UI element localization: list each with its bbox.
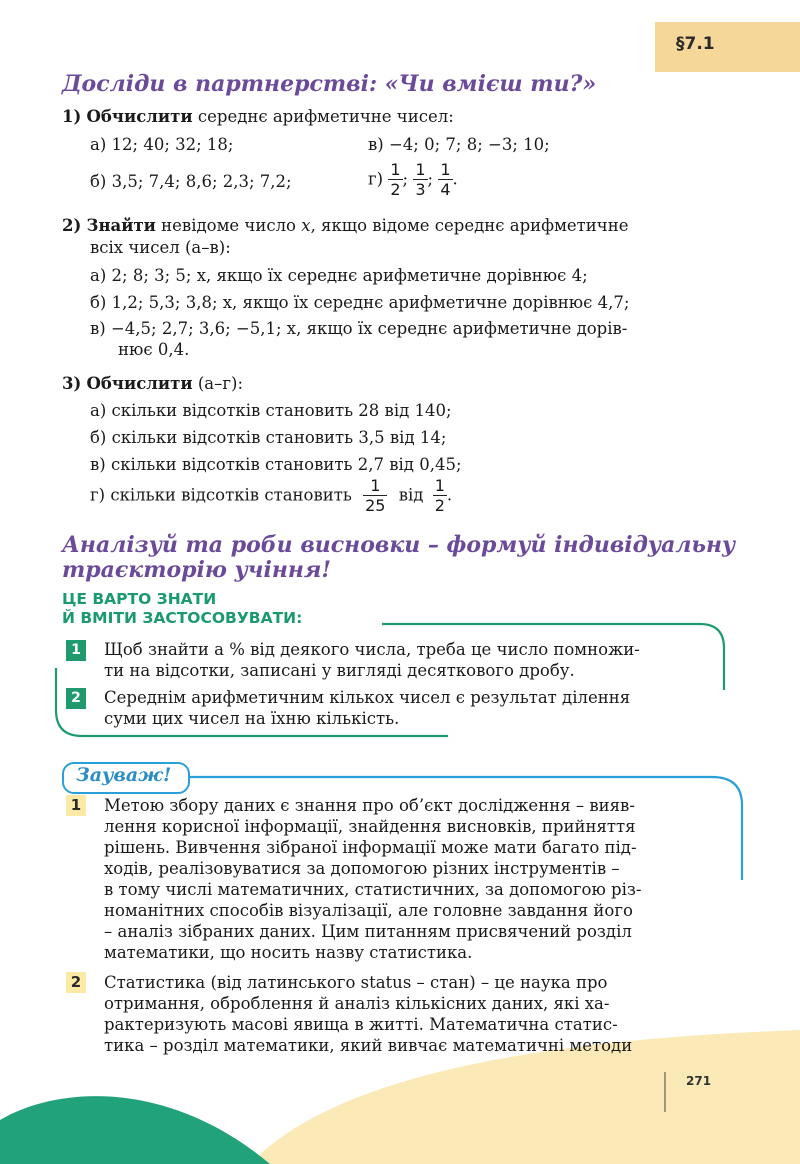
q3-a: а) скільки відсотків становить 28 від 140; [90, 401, 452, 420]
fraction: $\frac{1}{3}$ [415, 160, 426, 199]
bottom-green-wave [0, 1096, 270, 1164]
note-item-2-line: Статистика (від латинського status – стан) – це наука про [104, 973, 608, 992]
know-item-2-line1: Середнім арифметичним кількох чисел є результат ділення [104, 688, 631, 707]
note-item-1-line: ходів, реалізовуватися за допомогою різних інструментів – [104, 859, 620, 878]
know-heading-line1: ЦЕ ВАРТО ЗНАТИ [62, 590, 217, 608]
fraction: $\frac{1}{4}$ [440, 160, 451, 199]
q1-b: б) 3,5; 7,4; 8,6; 2,3; 7,2; [90, 172, 292, 191]
note-item-2-line: тика – розділ математики, який вивчає математичні методи [104, 1036, 633, 1055]
analyze-heading-line2: траєкторію учіння! [62, 557, 332, 583]
note-title: Зауваж! [76, 764, 172, 786]
q1-v: в) −4; 0; 7; 8; −3; 10; [368, 135, 550, 154]
know-item-number: 2 [66, 688, 86, 709]
analyze-heading-line1: Аналізуй та роби висновки – формуй індивідуальну [62, 532, 736, 558]
q2-v-cont: нює 0,4. [118, 340, 190, 359]
note-item-number: 2 [66, 972, 86, 993]
q2-title: 2) Знайти невідоме число x, якщо відоме середнє арифметичне [62, 216, 629, 235]
section-label: §7.1 [676, 34, 715, 54]
q3-g: г) скільки відсотків становить $\frac{1}{25}$ від $\frac{1}{2}$ . [90, 476, 453, 515]
q1-a: а) 12; 40; 32; 18; [90, 135, 234, 154]
know-heading-line2: Й ВМІТИ ЗАСТОСОВУВАТИ: [62, 609, 303, 627]
note-item-1-line: лення корисної інформації, знайдення висновків, прийняття [104, 817, 636, 836]
note-item-1-line: Метою збору даних є знання про об’єкт дослідження – вияв- [104, 796, 635, 815]
fraction: $\frac{1}{2}$ [390, 160, 401, 199]
note-item-1-line: рішень. Вивчення зібраної інформації може мати багато під- [104, 838, 637, 857]
know-item-2-line2: суми цих чисел на їхню кількість. [104, 709, 400, 728]
q2-v: в) −4,5; 2,7; 3,6; −5,1; x, якщо їх середнє арифметичне дорів- [90, 319, 628, 338]
page-number: 271 [686, 1074, 712, 1088]
q1-g: г) $\frac{1}{2}$ ; $\frac{1}{3}$ ; $\frac{1}{4}$ . [368, 160, 458, 199]
note-item-2-line: отримання, оброблення й аналіз кількісних даних, які ха- [104, 994, 610, 1013]
note-item-2-line: рактеризують масові явища в житті. Математична статис- [104, 1015, 618, 1034]
know-item-number: 1 [66, 640, 86, 661]
partner-heading: Досліди в партнерстві: «Чи вмієш ти?» [62, 71, 597, 97]
note-item-number: 1 [66, 795, 86, 816]
q3-b: б) скільки відсотків становить 3,5 від 14; [90, 428, 447, 447]
fraction: $\frac{1}{2}$ [434, 476, 445, 515]
q2-title-line2: всіх чисел (а–в): [90, 238, 231, 257]
q1-title: 1) Обчислити середнє арифметичне чисел: [62, 107, 454, 126]
note-item-1-line: в тому числі математичних, статистичних, за допомогою різ- [104, 880, 642, 899]
note-item-1-line: номанітних способів візуалізації, але головне завдання його [104, 901, 633, 920]
fraction: $\frac{1}{25}$ [365, 476, 386, 515]
note-item-1-line: математики, що носить назву статистика. [104, 943, 473, 962]
q3-v: в) скільки відсотків становить 2,7 від 0,45; [90, 455, 462, 474]
q2-b: б) 1,2; 5,3; 3,8; x, якщо їх середнє арифметичне дорівнює 4,7; [90, 293, 630, 312]
q2-a: а) 2; 8; 3; 5; x, якщо їх середнє арифметичне дорівнює 4; [90, 266, 588, 285]
know-item-1-line1: Щоб знайти a % від деякого числа, треба це число помножи- [104, 640, 640, 659]
note-item-1-line: – аналіз зібраних даних. Цим питанням присвячений розділ [104, 922, 632, 941]
q3-title: 3) Обчислити (а–г): [62, 374, 244, 393]
know-item-1-line2: ти на відсотки, записані у вигляді десяткового дробу. [104, 661, 575, 680]
